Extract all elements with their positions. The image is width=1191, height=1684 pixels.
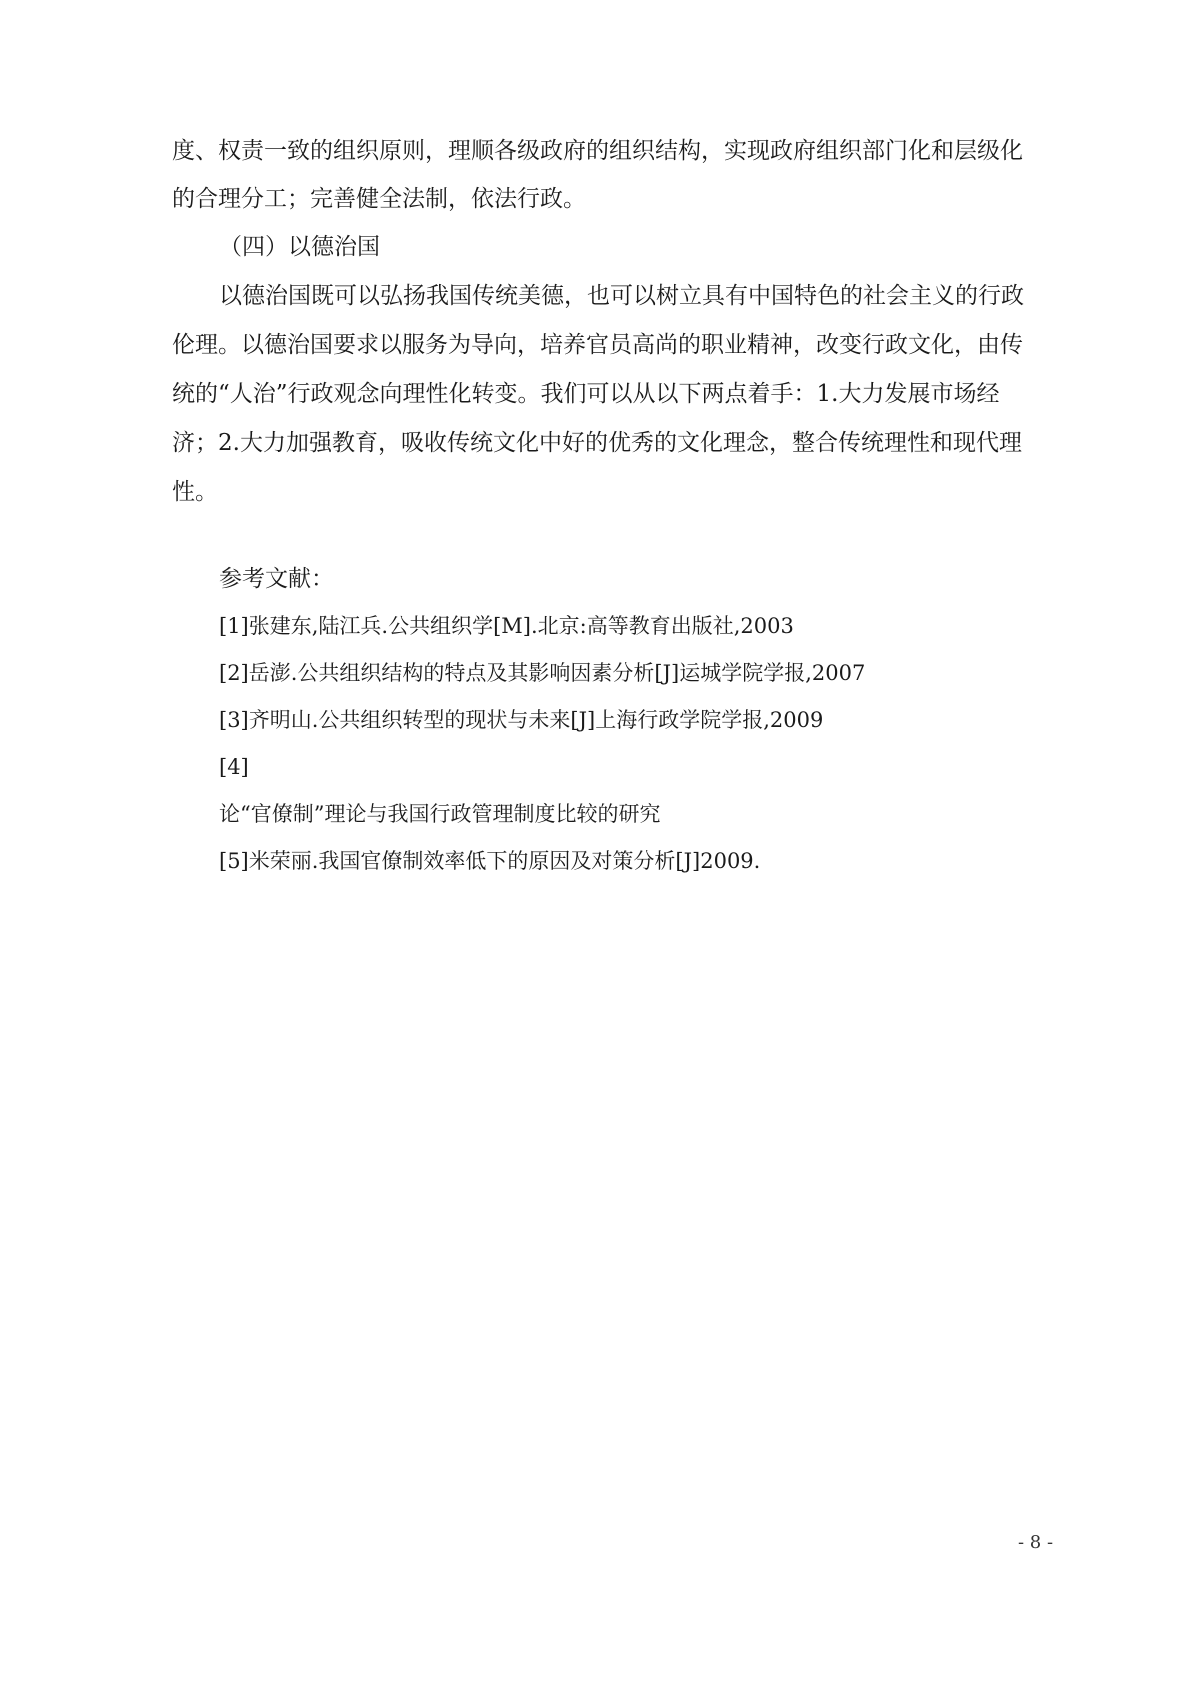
body-line: 伦理。以德治国要求以服务为导向，培养官员高尚的职业精神，改变行政文化，由传 xyxy=(172,332,1023,358)
body-line: 的合理分工；完善健全法制，依法行政。 xyxy=(172,186,586,212)
reference-item: [1]张建东,陆江兵.公共组织学[M].北京:高等教育出版社,2003 xyxy=(219,614,794,638)
reference-item: [5]米荣丽.我国官僚制效率低下的原因及对策分析[J]2009. xyxy=(219,849,761,873)
body-line: 以德治国既可以弘扬我国传统美德，也可以树立具有中国特色的社会主义的行政 xyxy=(219,283,1024,309)
references-heading: 参考文献： xyxy=(219,566,334,592)
body-line: 度、权责一致的组织原则，理顺各级政府的组织结构，实现政府组织部门化和层级化 xyxy=(172,138,1023,164)
reference-item: 论“官僚制”理论与我国行政管理制度比较的研究 xyxy=(219,802,661,826)
reference-item: [3]齐明山.公共组织转型的现状与未来[J]上海行政学院学报,2009 xyxy=(219,708,824,732)
body-line: 性。 xyxy=(172,479,218,505)
page-number: - 8 - xyxy=(1018,1532,1054,1553)
reference-item: [4] xyxy=(219,755,249,779)
body-line: 统的“人治”行政观念向理性化转变。我们可以从以下两点着手：1.大力发展市场经 xyxy=(172,381,1000,407)
body-line: 济；2.大力加强教育，吸收传统文化中好的优秀的文化理念，整合传统理性和现代理 xyxy=(172,430,1022,456)
section-heading: （四）以德治国 xyxy=(219,234,380,260)
reference-item: [2]岳澎.公共组织结构的特点及其影响因素分析[J]运城学院学报,2007 xyxy=(219,661,866,685)
